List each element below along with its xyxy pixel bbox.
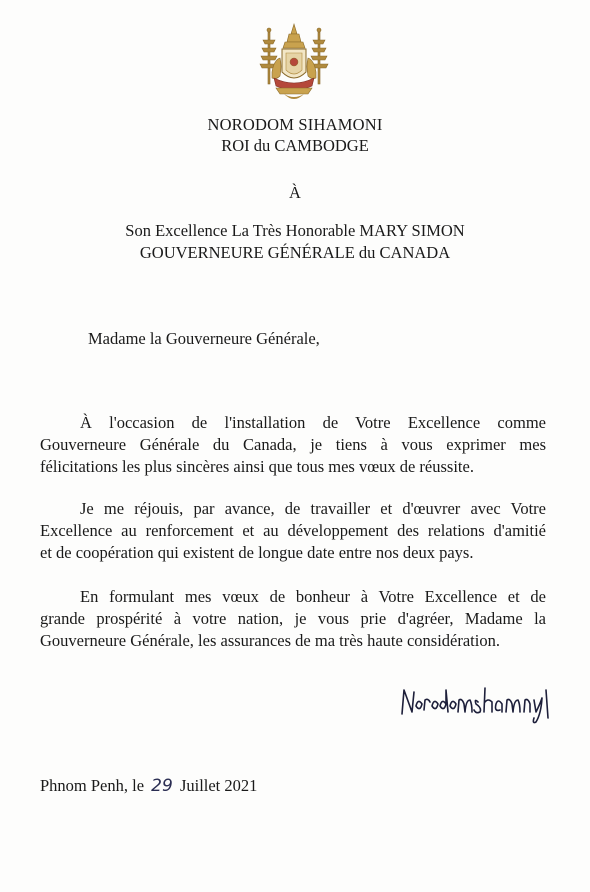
- royal-crest-icon: [258, 22, 330, 104]
- body-paragraph-1: [40, 412, 546, 478]
- paragraph-line: Excellence au renforcement et au développement des relations d'amitié: [40, 521, 546, 540]
- paragraph-line: et de coopération qui existent de longue date entre nos deux pays.: [40, 543, 474, 562]
- place-label: Phnom Penh, le: [40, 776, 145, 795]
- date-line: [40, 776, 257, 796]
- paragraph-line: Gouverneure Générale, les assurances de ma très haute considération.: [40, 631, 500, 650]
- paragraph-line: En formulant mes vœux de bonheur à Votre Excellence et de: [80, 587, 546, 606]
- addressee-marker: À: [289, 183, 301, 202]
- sender-title: ROI du CAMBODGE: [221, 136, 369, 155]
- paragraph-line: Gouverneure Générale du Canada, je tiens à vous exprimer mes: [40, 435, 546, 454]
- body-paragraph-3: [40, 586, 546, 652]
- month-year: Juillet 2021: [179, 776, 258, 795]
- handwritten-day: 29: [151, 776, 173, 796]
- paragraph-line: Je me réjouis, par avance, de travailler et d'œuvrer avec Votre: [80, 499, 546, 518]
- handwritten-signature: [398, 684, 554, 724]
- paragraph-line: grande prospérité à votre nation, je vous prie d'agréer, Madame la: [40, 609, 546, 628]
- paragraph-line: À l'occasion de l'installation de Votre Excellence comme: [80, 413, 546, 432]
- recipient-name: Son Excellence La Très Honorable MARY SIMON: [125, 221, 465, 240]
- sender-name: NORODOM SIHAMONI: [207, 115, 383, 134]
- paragraph-line: félicitations les plus sincères ainsi que tous mes vœux de réussite.: [40, 457, 474, 476]
- recipient-title: GOUVERNEURE GÉNÉRALE du CANADA: [139, 243, 451, 262]
- body-paragraph-2: [40, 498, 546, 564]
- salutation: Madame la Gouverneure Générale,: [88, 329, 320, 348]
